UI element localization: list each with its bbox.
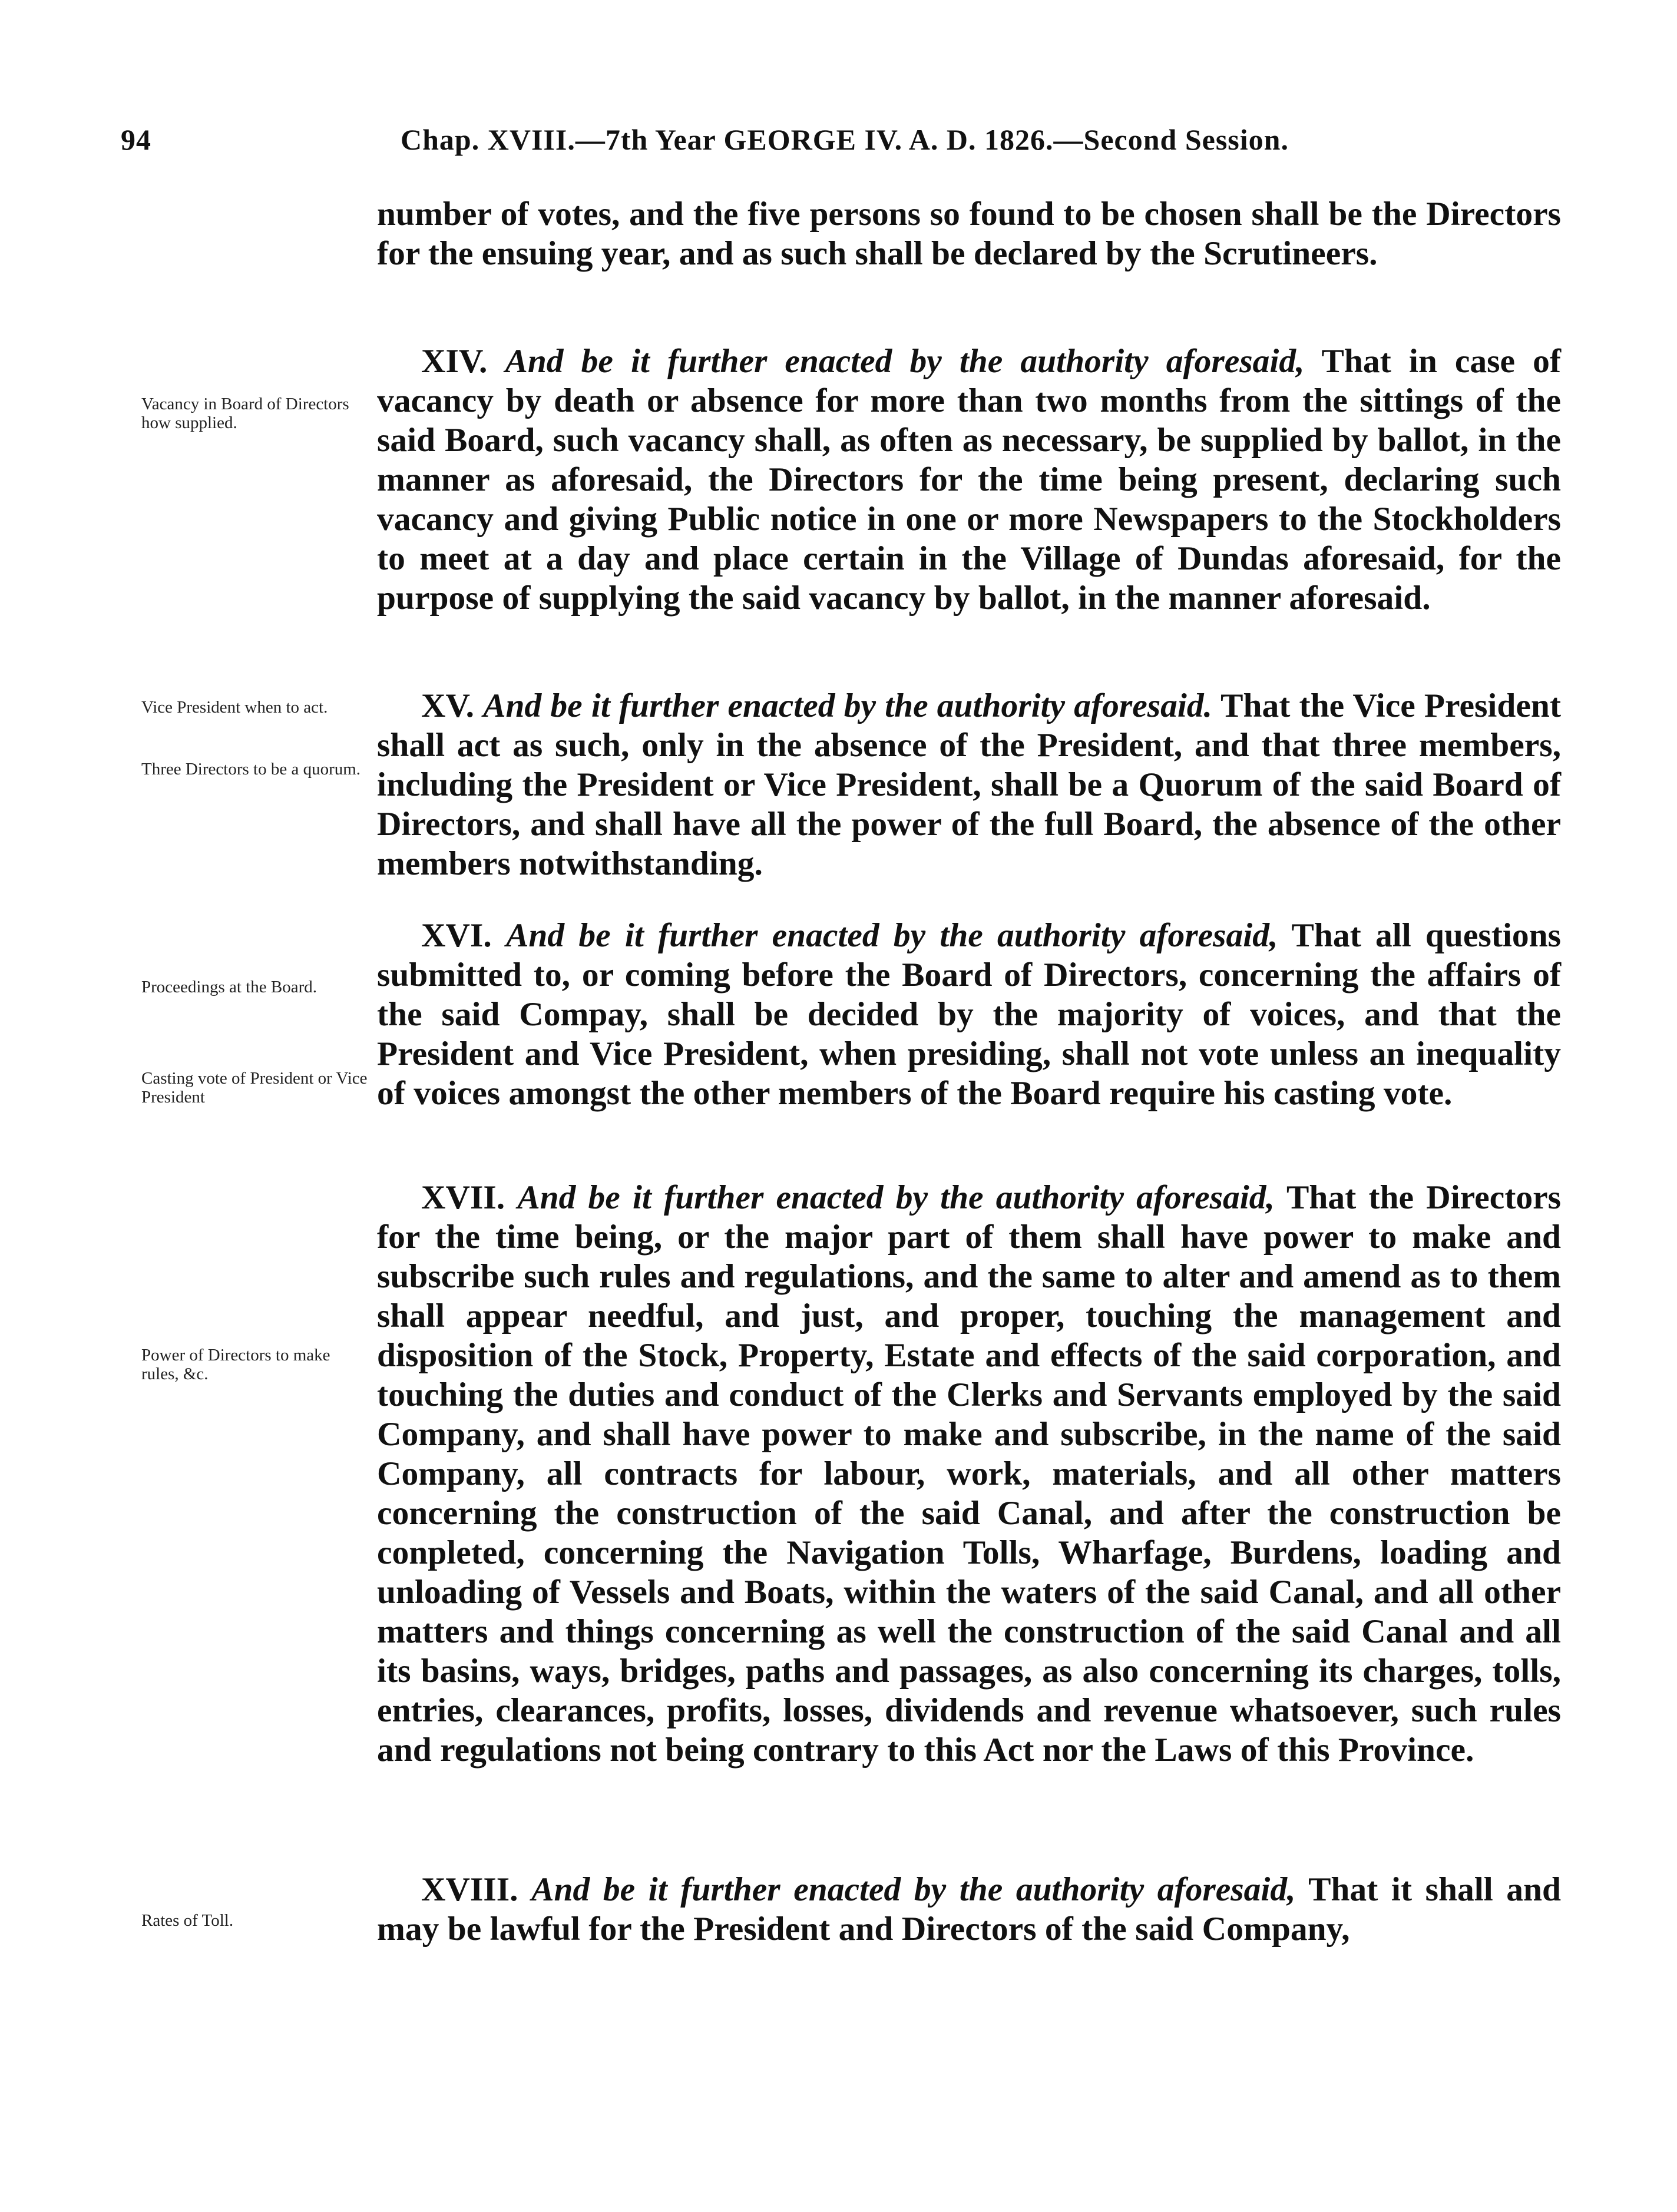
section-number: XVI. — [421, 917, 492, 954]
section-number: XVII. — [421, 1179, 505, 1216]
enacting-formula: And be it further enacted by the authority aforesaid, — [506, 917, 1278, 954]
section-xiv — [377, 342, 1561, 618]
section-xvii — [377, 1178, 1561, 1770]
enacting-formula: And be it further enacted by the authority aforesaid. — [483, 687, 1213, 724]
page-header — [121, 118, 1564, 165]
section-text: That it shall and may be lawful for the President and Directors of the said Company, — [377, 1871, 1562, 1948]
section-number: XVIII. — [421, 1871, 518, 1908]
marginal-note-quorum: Three Directors to be a quorum. — [141, 760, 361, 779]
section-xvi — [377, 916, 1561, 1113]
marginal-note-power-of-directors: Power of Directors to make rules, &c. — [141, 1346, 330, 1383]
continuation-paragraph: number of votes, and the five persons so found to be chosen shall be the Directors for the ensuing year, and as such shall be declared by the Scrutineers. — [377, 196, 1561, 272]
section-number: XV. — [421, 687, 475, 724]
section-text: That the Vice President shall act as such, only in the absence of the President, and that three members, including the President or Vice President, shall be a Quorum of the said Board of Directors, and shall have all the power of the full Board, the absence of the other members notwithstanding. — [377, 687, 1562, 882]
marginal-note-vacancy: Vacancy in Board of Directors how supplied. — [141, 395, 349, 432]
page-number: 94 — [121, 123, 151, 156]
marginal-note-vice-president: Vice President when to act. — [141, 698, 328, 717]
marginal-note-rates-of-toll: Rates of Toll. — [141, 1911, 234, 1930]
section-text: That the Directors for the time being, or the major part of them shall have power to make and subscribe such rules and regulations, and the same to alter and amend as to them shall appear needful, and just, and proper, touching the management and disposition of the Stock, Property, Estate and effects of the said corporation, and touching the duties and conduct of the Clerks and Servants employed by the said Company, and shall have power to make and subscribe, in the name of the said Company, all contracts for labour, work, materials, and all other matters concerning the construction of the said Canal, and after the construction be conpleted, concerning the Navigation Tolls, Wharfage, Burdens, loading and unloading of Vessels and Boats, within the waters of the said Canal, and all other matters and things concerning as well the construction of the said Canal and all its basins, ways, bridges, paths and passages, as also concerning its charges, tolls, entries, clearances, profits, losses, dividends and revenue whatsoever, such rules and regulations not being contrary to this Act nor the Laws of this Province. — [377, 1179, 1562, 1769]
section-number: XIV. — [421, 343, 488, 380]
enacting-formula: And be it further enacted by the authority aforesaid, — [517, 1179, 1275, 1216]
section-xviii — [377, 1870, 1561, 1949]
enacting-formula: And be it further enacted by the authority aforesaid, — [505, 343, 1305, 380]
marginal-note-proceedings: Proceedings at the Board. — [141, 978, 317, 996]
section-text: That in case of vacancy by death or absence for more than two months from the sittings of the said Board, such vacancy shall, as often as necessary, be supplied by ballot, in the manner as aforesaid, the Directors for the time being present, declaring such vacancy and giving Public notice in one or more Newspapers to the Stockholders to meet at a day and place certain in the Village of Dundas aforesaid, for the purpose of supplying the said vacancy by ballot, in the manner aforesaid. — [377, 343, 1562, 617]
section-xv — [377, 686, 1561, 883]
marginal-note-casting-vote: Casting vote of President or Vice President — [141, 1069, 368, 1107]
enacting-formula: And be it further enacted by the authority aforesaid, — [531, 1871, 1296, 1908]
running-head: Chap. XVIII.—7th Year GEORGE IV. A. D. 1826.—Second Session. — [401, 123, 1289, 156]
section-text: That all questions submitted to, or coming before the Board of Directors, concerning the affairs of the said Compay, shall be decided by the majority of voices, and that the President and Vice President, when presiding, shall not vote unless an inequality of voices amongst the other members of the Board require his casting vote. — [377, 917, 1562, 1112]
